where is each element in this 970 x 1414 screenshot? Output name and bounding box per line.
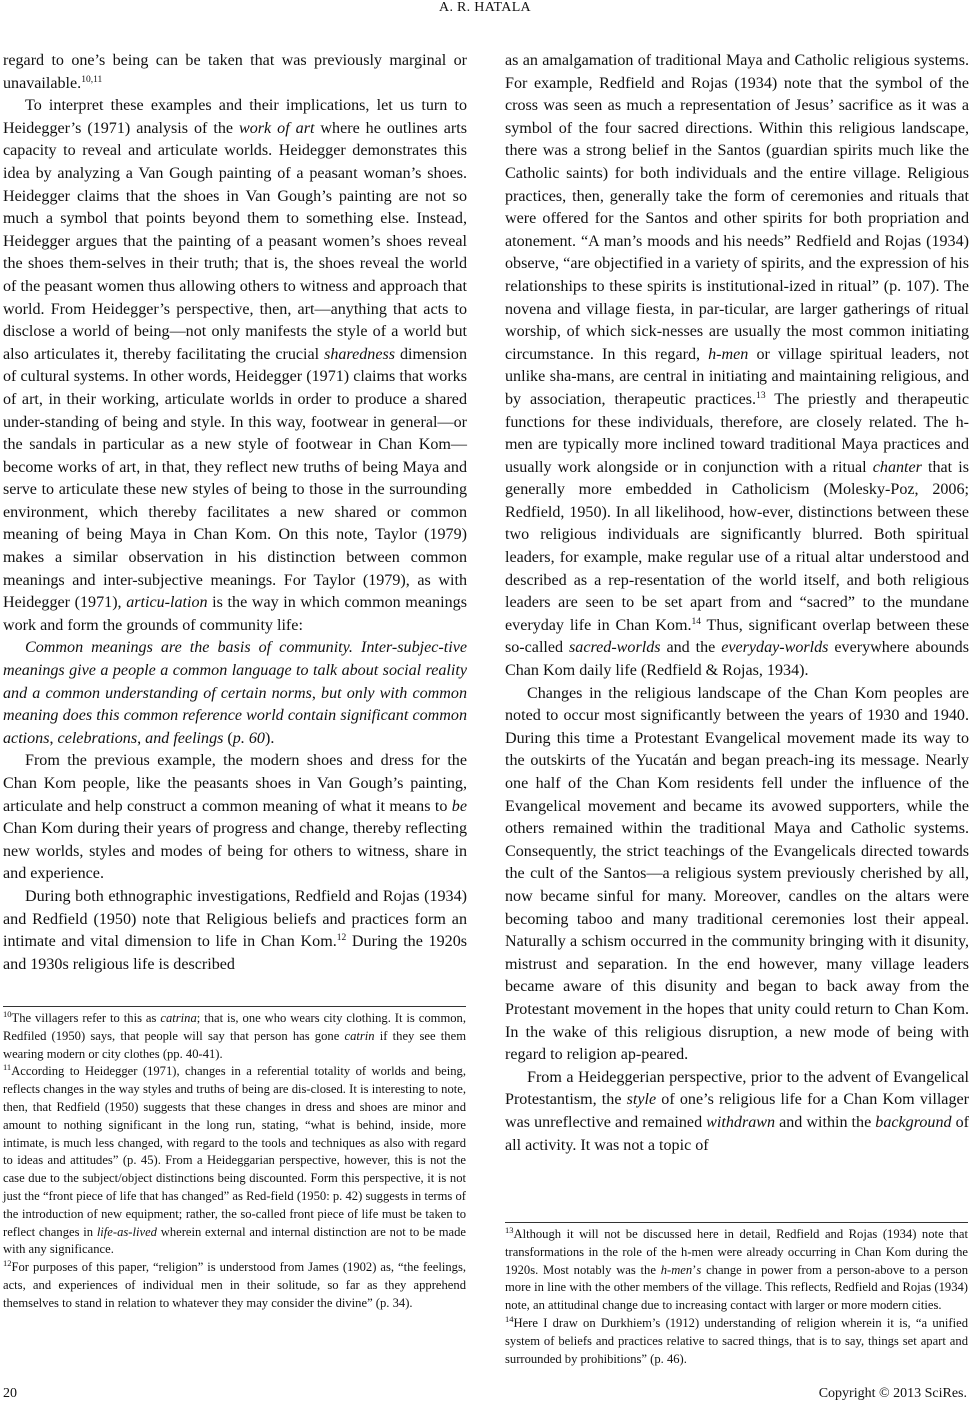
block-quote: Common meanings are the basis of community. Inter-subjec-tive meanings give a people a common language to talk about social reality and a common understanding of certain norms, but only with common meaning does this common reference world contain significant common actions, celebrations, and feelings (p. 60). xyxy=(3,639,467,747)
paragraph: From a Heideggerian perspective, prior to the advent of Evangelical Protestantism, the style of one’s religious life for a Chan Kom villager was unreflective and remained withdrawn and within the background of all activity. It was not a topic of xyxy=(505,1068,969,1154)
footnote-10: $^{10}$The villagers refer to this as catrina; that is, one who wears city clothing. It is common, Redfiled (1950) says, that people will say that person has gone catrin if they see them wearing modern or city clothes (pp. 40-41). xyxy=(3,1009,466,1061)
left-column xyxy=(3,50,467,976)
left-footnotes xyxy=(3,1010,466,1313)
footnote-rule xyxy=(505,1222,968,1223)
footnote-14: $^{14}$Here I draw on Durkhiem’s (1912) understanding of religion wherein it is, “a unified system of beliefs and practices relative to sacred things, that is to say, things set apart and surrounded by prohibitions” (p. 46). xyxy=(505,1313,968,1366)
running-head: A. R. HATALA xyxy=(439,0,531,15)
paragraph: as an amalgamation of traditional Maya and Catholic religious systems. For example, Redfield and Rojas (1934) note that the symbol of the cross was seen as much a representation of Jesus’ sacrifice as it was a symbol of the four sacred directions. Within this religious landscape, there was a strong belief in the Santos (guardian spirits much like the Catholic saints) for both individuals and the entire village. Religious practices, then, generally take the form of ceremonies and rituals that were offered for the Santos and other spirits for both propriation and atonement. “A man’s moods and his needs” Redfield and Rojas (1934) observe, “are objectified in a variety of spirits, and the expression of his relationships to these spirits is institutional-ized in ritual” (p. 107). The novena and village fiesta, in par-ticular, are larger gatherings of ritual worship, of which sick-nesses are usually the most common initiating circumstance. In this regard, h-men or village spiritual leaders, not unlike sha-mans, are central in initiating and maintaining religious, and by association, therapeutic practices.$^{13}$ The priestly and therapeutic functions for these individuals, therefore, are closely related. The h-men are typically more inclined toward traditional Maya practices and usually work alongside or in conjunction with a ritual chanter that is generally more embedded in Catholicism (Molesky-Poz, 2006; Redfield, 1950). In all likelihood, how-ever, distinctions between these two religious individuals are significantly blurred. Both spiritual leaders, for example, make regular use of a ritual altar understood and described as a rep-resentation of the world itself, and both religious leaders are seen to be set apart from and “sacred” to the mundane everyday life in Chan Kom.$^{14}$ Thus, significant overlap between these so-called sacred-worlds and the everyday-worlds everywhere abounds Chan Kom daily life (Redfield & Rojas, 1934). xyxy=(505,52,970,680)
paragraph: regard to one’s being can be taken that was previously marginal or unavailable.$^{10,11}$ xyxy=(3,52,467,92)
paragraph: Changes in the religious landscape of the Chan Kom peoples are noted to occur most significantly between the years of 1930 and 1940. During this time a Protestant Evangelical movement made its way to the outskirts of the Yucatán and began preach-ing its message. Nearly one half of the Chan Kom residents fell under the influence of the Evangelical movement and became its avowed supporters, while the others remained within the traditional Maya and Catholic systems. Consequently, the strict teachings of the Evangelicals directed towards the cult of the Santos—a religious system previously cherished by all, now became sinful for many. Moreover, candles on the altars were becoming taboo and many traditional ceremonies lost their appeal. Naturally a schism occurred in the community bringing with it disunity, mistrust and separation. In the end however, many village leaders became aware of this disunity and began to back away from the Protestant movement in the hopes that unity could return to Chan Kom. In the wake of this religious disruption, a new mode of being with regard to religion ap-peared. xyxy=(505,684,969,1064)
footnote-ref: 13 xyxy=(756,390,766,401)
page-number: 20 xyxy=(3,1386,17,1401)
paragraph: From the previous example, the modern shoes and dress for the Chan Kom people, like the peasants shoes in Van Gough’s painting, articulate and help construct a common meaning of what it means to be Chan Kom during their years of progress and change, thereby reflecting new worlds, styles and modes of being for others to witness, share in and experience. xyxy=(3,752,467,883)
footnote-rule xyxy=(3,1006,466,1007)
copyright-notice: Copyright © 2013 SciRes. xyxy=(818,1386,967,1401)
right-column xyxy=(505,50,969,1157)
footnote-ref: 14 xyxy=(691,616,701,627)
footnote-ref: 12 xyxy=(336,933,347,944)
footnote-ref: 10,11 xyxy=(81,74,103,85)
footnote-13: $^{13}$Although it will not be discussed here in detail, Redfield and Rojas (1934) note that transformations in the role of the h-men were already occurring in Chan Kom during the 1920s. Most notably was the h-men’s change in power from a person-above to a person more in line with the other members of the village. This reflects, Redfield and Rojas (1934) note, an attitudinal change due to increasing contact with larger or more modern cities. xyxy=(505,1225,969,1313)
paragraph: During both ethnographic investigations, Redfield and Rojas (1934) and Redfield (1950) note that Religious beliefs and practices form an intimate and vital dimension to life in Chan Kom.$^{12}$ During the 1920s and 1930s religious life is described xyxy=(3,887,467,973)
footnote-11: $^{11}$According to Heidegger (1971), changes in a referential totality of worlds and being, reflects changes in the way styles and truths of being are dis-closed. It is interesting to note, then, that Redfield (1950) suggests that these changes in dress and shoes are minor and amount to nothing significant in the long run, stating, “what is behind, inside, more intimate, is much less changed, with regard to the tools and techniques as also with regard to ideas and attitudes” (p. 45). From a Heideggarian perspective, however, this is not the case due to the subject/object distinctions being discounted. Form this perspective, it is not just the “front piece of life that has changed” as Red-field (1950: p. 42) suggests in terms of the introduction of new equipment; rather, the so-called front piece of life must be taken to reflect changes in life-as-lived wherein external and internal distinction are not to be made with any significance. xyxy=(3,1062,466,1257)
paragraph: To interpret these examples and their implications, let us turn to Heidegger’s (1971) analysis of the work of art where he outlines arts capacity to reveal and articulate worlds. Heidegger demonstrates this idea by analyzing a Van Gough painting of a peasant woman’s shoes. Heidegger claims that the shoes in Van Gough’s painting are not so much a symbol that points beyond them to something else. Instead, Heidegger argues that the painting of a peasant women’s shoes reveal the shoes them-selves in their truth; that is, the shoes reveal the world of the peasant women thus allowing others to witness and approach that world. From Heidegger’s perspective, then, art—anything that acts to disclose a world of being—not only manifests the style of a world but also articulates it, thereby facilitating the crucial sharedness dimension of cultural systems. In other words, Heidegger (1971) claims that works of art, in their working, articulate worlds in order to produce a shared under-standing of being and style. In this way, footwear in general—or the sandals in particular as a new style of footwear in Chan Kom—become works of art, in that, they reflect new truths of being Maya and serve to articulate these new styles of being to those in the surrounding environment, which thereby facilitates a new shared or common meaning of being Maya in Chan Kom. On this note, Taylor (1979) makes a similar observation in his distinction between common meanings and inter-subjective meanings. For Taylor (1979), as with Heidegger (1971), articu-lation is the way in which common meanings work and form the grounds of community life: xyxy=(3,97,468,634)
right-footnotes xyxy=(505,1226,968,1368)
footnote-12: $^{12}$For purposes of this paper, “religion” is understood from James (1902) as, “the feelings, acts, and experiences of individual men in their solitude, so far as they apprehend themselves to stand in relation to whatever they may consider the divine” (p. 34). xyxy=(3,1258,466,1310)
